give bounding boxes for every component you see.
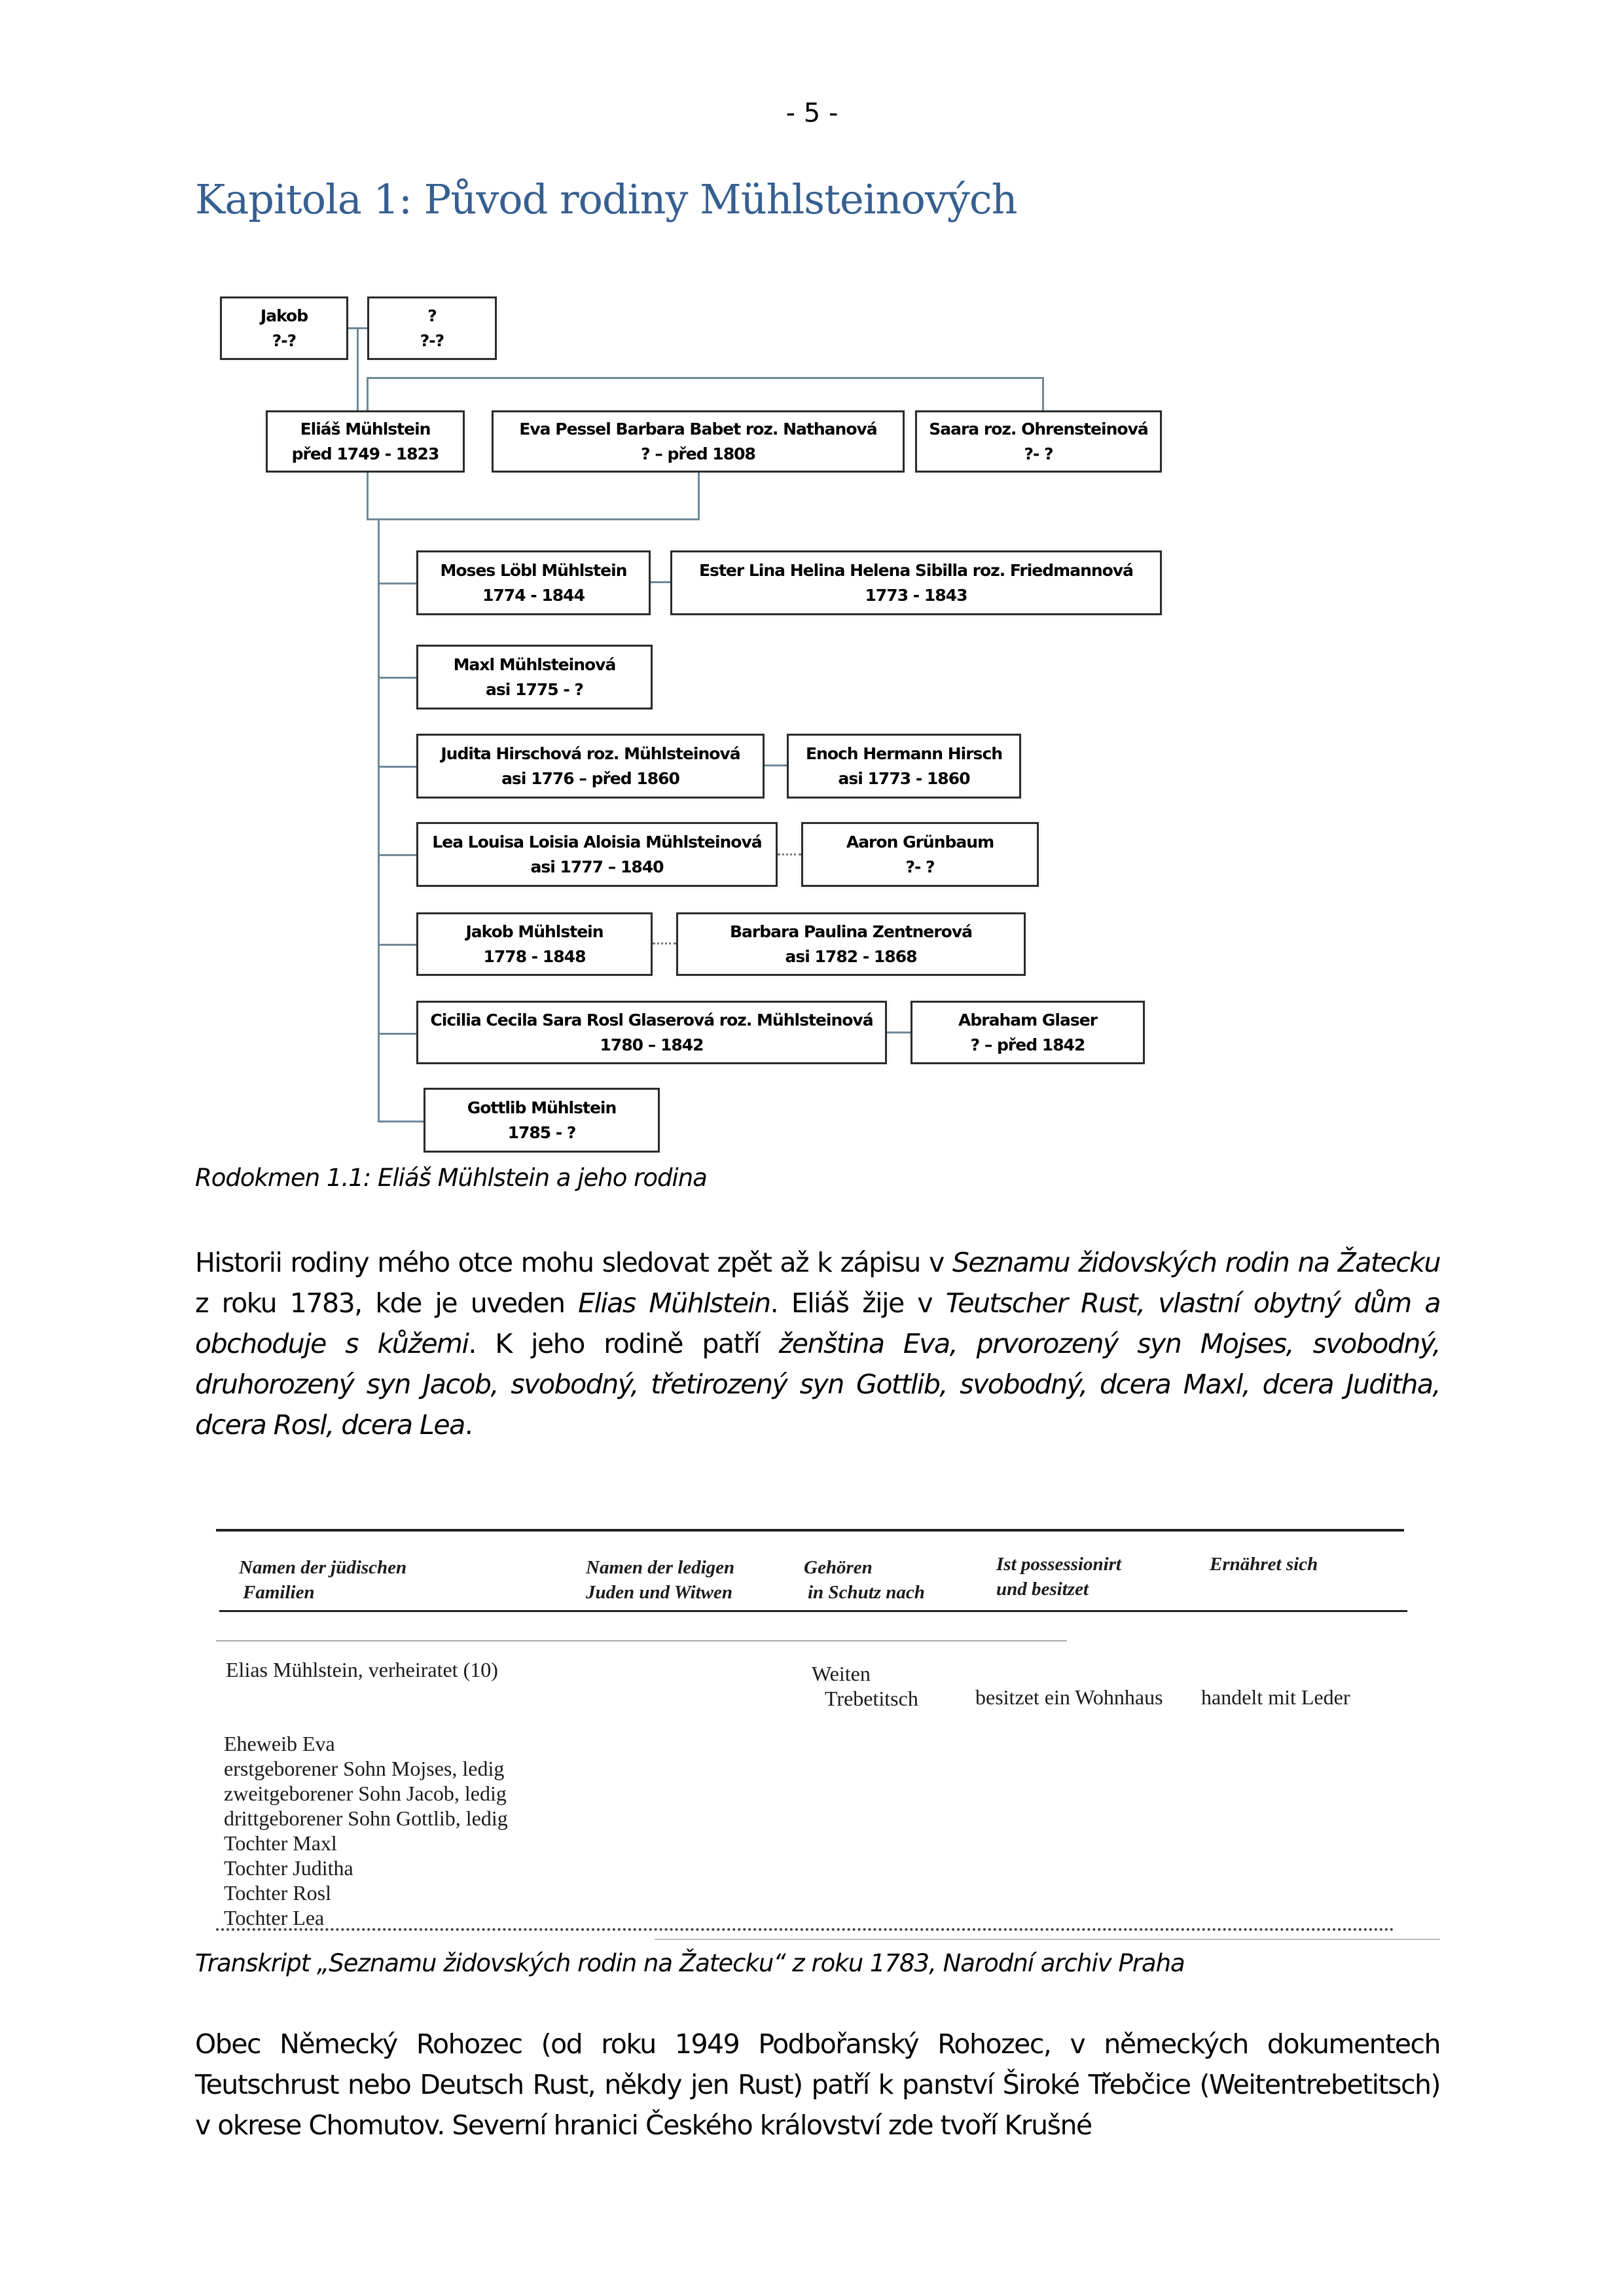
- spouse-link-moses: [651, 581, 670, 583]
- person-box-enoch: [787, 734, 1021, 798]
- person-name: Lea Louisa Loisia Aloisia Mühlsteinová: [432, 832, 762, 852]
- list-item: Tochter Lea: [224, 1906, 325, 1929]
- person-name: Barbara Paulina Zentnerová: [729, 922, 972, 941]
- table-header-unmarried: Namen der ledigen Juden und Witwen: [586, 1557, 735, 1603]
- person-dates: ?-?: [420, 331, 444, 350]
- spouse-link-cicilia: [887, 1031, 911, 1033]
- person-box-gottlib: [424, 1088, 660, 1153]
- table-bottom-rule: [655, 1939, 1440, 1940]
- person-box-elias: [266, 410, 465, 473]
- connector-child-judita: [378, 766, 416, 768]
- connector-children-trunk: [378, 518, 380, 1122]
- table-header-possession: Ist possessionirt und besitzet: [996, 1554, 1121, 1600]
- table-top-rule: [216, 1529, 1404, 1532]
- person-dates: ? – před 1842: [970, 1035, 1085, 1054]
- connector-saara-up: [1042, 377, 1044, 410]
- list-item: drittgeborener Sohn Gottlib, ledig: [224, 1806, 508, 1830]
- table-dotted-rule: [216, 1928, 1394, 1931]
- connector-child-maxl: [378, 677, 416, 679]
- list-item: erstgeborener Sohn Mojses, ledig: [224, 1757, 505, 1780]
- person-dates: ?- ?: [1024, 444, 1053, 463]
- list-item: Tochter Rosl: [224, 1881, 331, 1905]
- person-name: Eva Pessel Barbara Babet roz. Nathanová: [519, 419, 877, 439]
- list-item: zweitgeborener Sohn Jacob, ledig: [224, 1782, 507, 1805]
- person-name: Moses Löbl Mühlstein: [440, 560, 627, 580]
- family-tree-caption: Rodokmen 1.1: Eliáš Mühlstein a jeho rodina: [195, 1164, 707, 1192]
- connector-child-cicilia: [378, 1033, 416, 1035]
- table-members-list: [224, 1731, 508, 1930]
- person-dates: asi 1776 – před 1860: [501, 768, 679, 788]
- connector-eva-down: [698, 473, 700, 520]
- person-box-unknown: [367, 296, 497, 360]
- connector-child-lea: [378, 854, 416, 856]
- person-name: ?: [427, 306, 437, 325]
- italic-text-segment: Teutscher Rust, vlastní obytný dům a obchoduje s kůžemi: [195, 1287, 1440, 1359]
- table-cell-possession: besitzet ein Wohnhaus: [975, 1685, 1163, 1709]
- spouse-link-lea: [778, 853, 801, 855]
- person-box-ester: [670, 550, 1162, 615]
- person-box-moses: [416, 550, 651, 615]
- text-segment: .: [464, 1409, 473, 1441]
- person-name: Gottlib Mühlstein: [467, 1098, 617, 1117]
- person-name: Jakob Mühlstein: [465, 922, 604, 941]
- text-segment: Historii rodiny mého otce mohu sledovat zpět až k zápisu v: [195, 1247, 952, 1278]
- connector-marriages-top: [367, 377, 1043, 379]
- connector-elias-down: [367, 473, 369, 520]
- text-segment: . K jeho rodině patří: [468, 1328, 779, 1359]
- person-box-lea: [416, 822, 778, 887]
- person-dates: ? – před 1808: [641, 444, 755, 463]
- body-paragraph-1: [195, 1242, 1440, 1445]
- person-box-barbara: [676, 912, 1026, 976]
- list-item: Tochter Maxl: [224, 1831, 337, 1855]
- person-name: Saara roz. Ohrensteinová: [929, 419, 1148, 439]
- person-dates: asi 1777 – 1840: [530, 857, 664, 876]
- person-box-judita: [416, 734, 765, 798]
- table-cell-livelihood: handelt mit Leder: [1201, 1685, 1350, 1709]
- table-header-livelihood: Ernähret sich: [1210, 1554, 1318, 1575]
- person-name: Abraham Glaser: [958, 1010, 1097, 1030]
- person-name: Eliáš Mühlstein: [300, 419, 431, 439]
- person-dates: asi 1782 - 1868: [785, 946, 917, 966]
- person-dates: asi 1773 - 1860: [838, 768, 970, 788]
- connector-child-gottlib: [378, 1121, 424, 1122]
- person-name: Maxl Mühlsteinová: [453, 655, 616, 674]
- scanned-table-caption: Transkript „Seznamu židovských rodin na Žatecku“ z roku 1783, Narodní archiv Praha: [195, 1949, 1185, 1977]
- person-box-saara: [915, 410, 1162, 473]
- person-dates: 1773 - 1843: [865, 585, 967, 605]
- list-item: Tochter Juditha: [224, 1856, 353, 1880]
- person-box-jakob-muhlstein: [416, 912, 653, 976]
- person-dates: 1774 - 1844: [482, 585, 585, 605]
- person-name: Cicilia Cecila Sara Rosl Glaserová roz. Mühlsteinová: [430, 1010, 873, 1030]
- person-box-maxl: [416, 645, 653, 709]
- person-box-jakob: [220, 296, 348, 360]
- italic-text-segment: Elias Mühlstein: [578, 1287, 770, 1319]
- person-box-abraham: [911, 1001, 1145, 1064]
- connector-child-jakob: [378, 944, 416, 946]
- table-faint-rule: [216, 1640, 1067, 1641]
- table-header-protection: Gehören in Schutz nach: [804, 1557, 925, 1603]
- person-name: Jakob: [260, 306, 308, 325]
- table-header-rule: [219, 1610, 1407, 1612]
- connector-children-bar: [367, 518, 700, 520]
- person-box-aaron: [801, 822, 1039, 887]
- person-name: Ester Lina Helina Helena Sibilla roz. Friedmannová: [698, 560, 1134, 580]
- list-item: Eheweib Eva: [224, 1732, 335, 1755]
- connector-parents-down: [357, 327, 359, 410]
- person-name: Judita Hirschová roz. Mühlsteinová: [441, 744, 740, 763]
- table-cell-family: Elias Mühlstein, verheiratet (10): [226, 1658, 498, 1681]
- chapter-title: Kapitola 1: Původ rodiny Mühlsteinových: [195, 175, 1017, 223]
- table-header-families: Namen der jüdischen Familien: [239, 1557, 407, 1603]
- connector-child-moses: [378, 583, 416, 584]
- person-name: Enoch Hermann Hirsch: [805, 744, 1003, 763]
- person-dates: 1780 – 1842: [600, 1035, 704, 1054]
- page-number: - 5 -: [785, 98, 839, 128]
- person-dates: 1778 - 1848: [483, 946, 586, 966]
- person-name: Aaron Grünbaum: [846, 832, 994, 852]
- person-dates: před 1749 - 1823: [291, 444, 439, 463]
- person-box-cicilia: [416, 1001, 887, 1064]
- body-paragraph-2: Obec Německý Rohozec (od roku 1949 Podbořanský Rohozec, v německých dokumentech Teutschrust nebo Deutsch Rust, někdy jen Rust) patří k panství Široké Třebčice (Weitentrebetitsch) v okrese Chomutov. Severní hranici Českého království zde tvoří Krušné: [195, 2028, 1440, 2141]
- spouse-link-jakob: [653, 942, 676, 944]
- spouse-link-judita: [765, 764, 787, 766]
- italic-text-segment: Seznamu židovských rodin na Žatecku: [952, 1247, 1440, 1278]
- connector-elias-up: [367, 377, 369, 410]
- person-dates: ?- ?: [905, 857, 935, 876]
- table-cell-protection: Weiten Trebetitsch: [812, 1662, 918, 1710]
- italic-text-segment: ženština Eva, prvorozený syn Mojses, svobodný, druhorozený syn Jacob, svobodný, třetirozený syn Gottlib, svobodný, dcera Maxl, dcera Juditha, dcera Rosl, dcera Lea: [195, 1328, 1440, 1441]
- person-dates: asi 1775 - ?: [486, 679, 583, 699]
- person-box-eva: [492, 410, 905, 473]
- person-dates: ?-?: [272, 331, 297, 350]
- person-dates: 1785 - ?: [507, 1122, 576, 1142]
- text-segment: z roku 1783, kde je uveden: [195, 1287, 579, 1319]
- text-segment: . Eliáš žije v: [770, 1287, 946, 1319]
